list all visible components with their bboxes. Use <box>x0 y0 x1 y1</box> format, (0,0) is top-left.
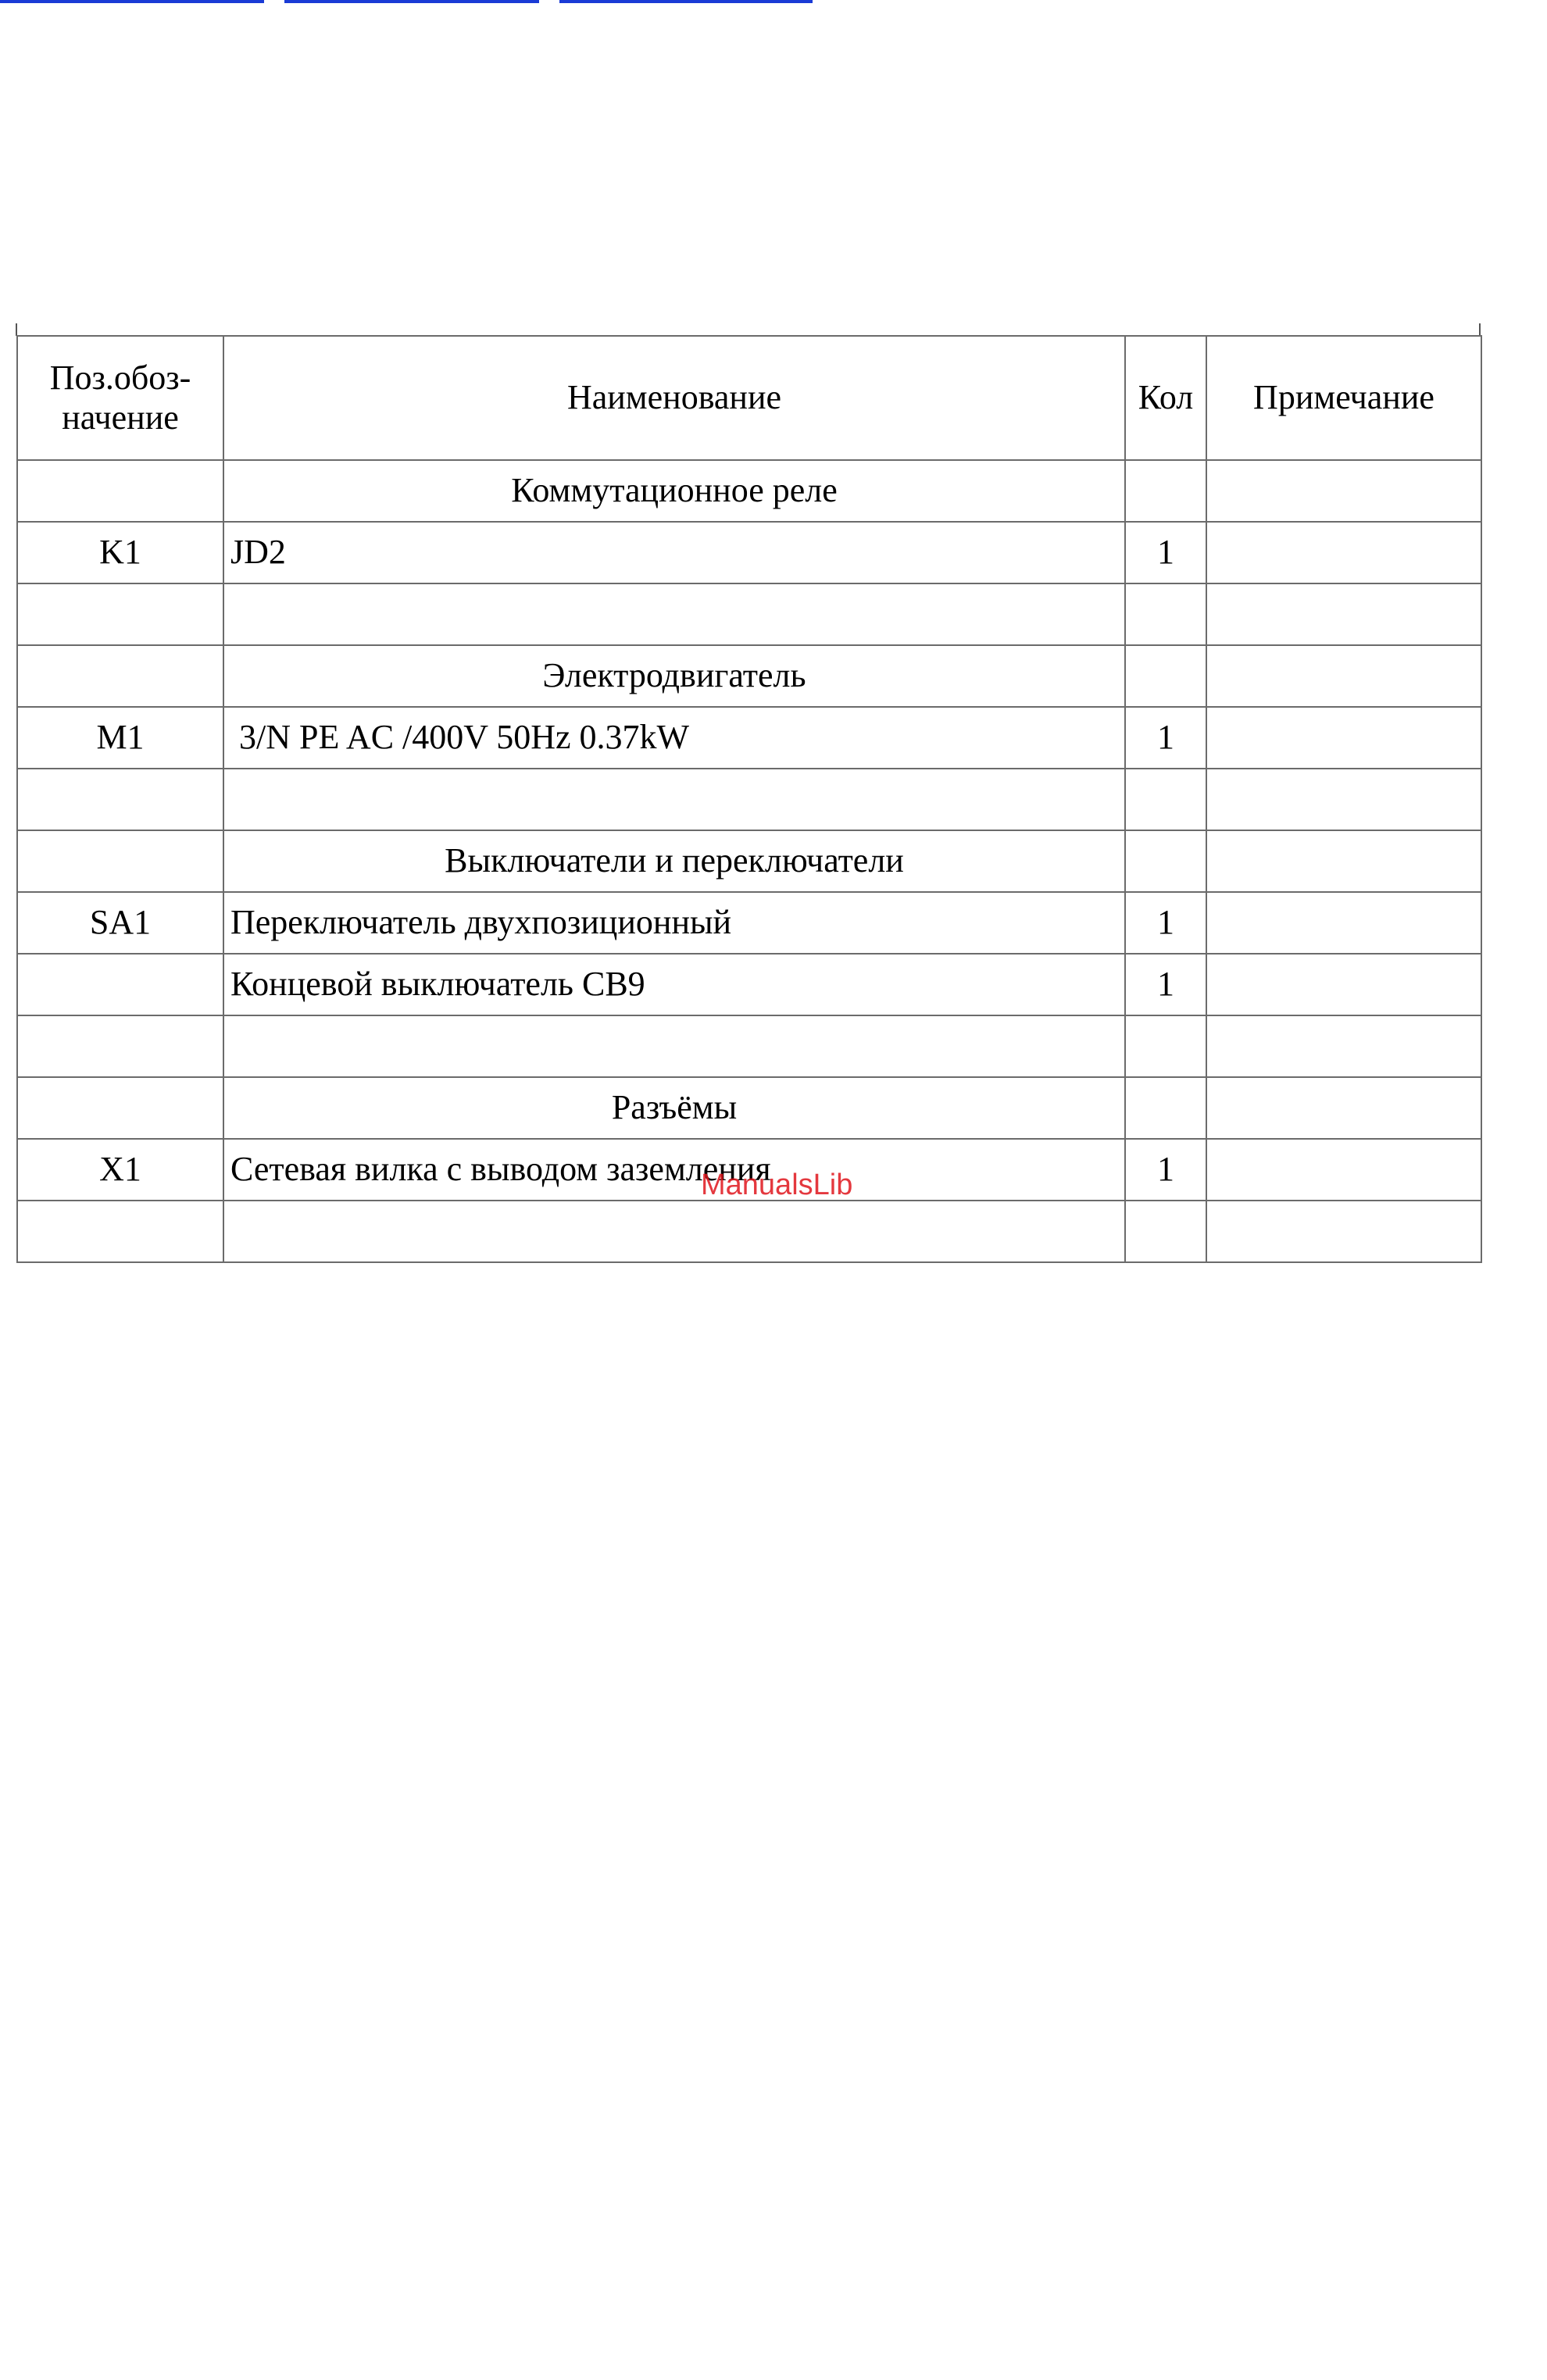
table-row <box>17 707 1481 769</box>
cell-quantity <box>1125 1015 1206 1077</box>
cell-position: SA1 <box>17 892 223 954</box>
cell-position <box>17 460 223 522</box>
section-title: Электродвигатель <box>223 645 1125 707</box>
cell-position: M1 <box>17 707 223 769</box>
cell-name: 3/N PE AC /400V 50Hz 0.37kW <box>223 707 1125 769</box>
cell-note <box>1206 954 1481 1015</box>
watermark: ManualsLib <box>701 1169 853 1201</box>
cell-name <box>223 1201 1125 1262</box>
cell-position: X1 <box>17 1139 223 1201</box>
cell-quantity <box>1125 1201 1206 1262</box>
cell-note <box>1206 645 1481 707</box>
section-title: Коммутационное реле <box>223 460 1125 522</box>
cell-quantity: 1 <box>1125 892 1206 954</box>
table-row <box>17 769 1481 830</box>
section-title: Разъёмы <box>223 1077 1125 1139</box>
table-row <box>17 460 1481 522</box>
cell-position <box>17 954 223 1015</box>
cell-quantity <box>1125 830 1206 892</box>
top-link-3[interactable] <box>559 0 813 3</box>
cell-note <box>1206 1077 1481 1139</box>
cell-name <box>223 1015 1125 1077</box>
cell-note <box>1206 707 1481 769</box>
cell-name: Сетевая вилка с выводом заземления <box>223 1139 1125 1201</box>
frame-tick-right <box>1479 323 1481 336</box>
cell-name: Концевой выключатель СВ9 <box>223 954 1125 1015</box>
cell-note <box>1206 769 1481 830</box>
header-note: Примечание <box>1206 336 1481 460</box>
section-title: Выключатели и переключатели <box>223 830 1125 892</box>
cell-name <box>223 583 1125 645</box>
cell-quantity: 1 <box>1125 1139 1206 1201</box>
table-row <box>17 954 1481 1015</box>
cell-note <box>1206 460 1481 522</box>
cell-quantity <box>1125 645 1206 707</box>
cell-name <box>223 769 1125 830</box>
table-row <box>17 645 1481 707</box>
table-row <box>17 892 1481 954</box>
cell-note <box>1206 583 1481 645</box>
cell-note <box>1206 522 1481 583</box>
cell-quantity <box>1125 769 1206 830</box>
header-name: Наименование <box>223 336 1125 460</box>
table-row <box>17 1139 1481 1201</box>
top-link-1[interactable] <box>0 0 264 3</box>
cell-name: Переключатель двухпозиционный <box>223 892 1125 954</box>
cell-position <box>17 583 223 645</box>
cell-quantity: 1 <box>1125 522 1206 583</box>
table-row <box>17 583 1481 645</box>
cell-position <box>17 645 223 707</box>
cell-name: JD2 <box>223 522 1125 583</box>
header-position: Поз.обоз- начение <box>17 336 223 460</box>
table-row <box>17 1201 1481 1262</box>
cell-note <box>1206 830 1481 892</box>
table-row <box>17 1077 1481 1139</box>
cell-position <box>17 1015 223 1077</box>
frame-tick-left <box>16 323 17 336</box>
table-header-row <box>17 336 1481 460</box>
cell-quantity: 1 <box>1125 707 1206 769</box>
cell-quantity: 1 <box>1125 954 1206 1015</box>
cell-position <box>17 1077 223 1139</box>
cell-position <box>17 769 223 830</box>
table-row <box>17 522 1481 583</box>
table-row <box>17 1015 1481 1077</box>
component-list-table <box>16 335 1482 1263</box>
table-row <box>17 830 1481 892</box>
cell-note <box>1206 1139 1481 1201</box>
cell-position <box>17 1201 223 1262</box>
cell-position: K1 <box>17 522 223 583</box>
cell-note <box>1206 1015 1481 1077</box>
cell-note <box>1206 892 1481 954</box>
cell-quantity <box>1125 583 1206 645</box>
cell-quantity <box>1125 1077 1206 1139</box>
header-quantity: Кол <box>1125 336 1206 460</box>
cell-quantity <box>1125 460 1206 522</box>
cell-position <box>17 830 223 892</box>
cell-note <box>1206 1201 1481 1262</box>
top-link-2[interactable] <box>284 0 539 3</box>
